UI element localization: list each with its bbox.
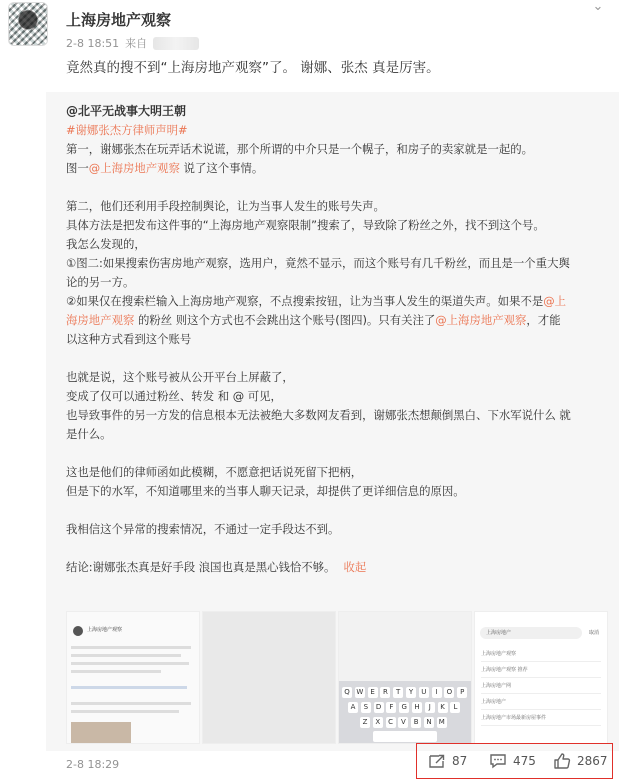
reposted-card [46,92,619,751]
key-y: Y [406,687,416,698]
action-bar [416,743,613,779]
image-grid [66,611,608,744]
repost-paragraph-1: 第一，谢娜张杰在玩弄话术说谎，那个所谓的中介只是一个幌子，和房子的卖家就是一起的。 [66,142,534,156]
key-z: Z [360,717,370,728]
key-i: I [432,687,442,698]
key-l: L [450,702,460,713]
key-q: Q [342,687,352,698]
repost-paragraph-3: 第二，他们还利用手段控制舆论，让为当事人发生的账号失声。 [66,199,385,213]
key-h: H [412,702,422,713]
repost-paragraph-10b: 是什么。 [66,427,112,441]
thumb-search-box: 上海房地产 [480,627,582,639]
hashtag-link[interactable]: #谢娜张杰方律师声明# [66,123,188,137]
comment-count: 475 [513,754,536,768]
post-time[interactable]: 2-8 18:51 [66,36,120,50]
comment-icon [489,753,507,769]
key-u: U [419,687,429,698]
author-avatar[interactable] [8,2,48,46]
key-j: J [425,702,435,713]
repost-paragraph-12: 但是下的水军，不知道哪里来的当事人聊天记录，却提供了更详细信息的原因。 [66,484,465,498]
key-t: T [393,687,403,698]
thumbnail-2[interactable] [202,611,336,744]
author-name[interactable]: 上海房地产观察 [66,11,172,29]
key-space [373,731,437,742]
key-m: M [438,718,445,726]
thumb-row: 上海房地产观察 推荐 [481,662,601,678]
mention-link-3[interactable]: @上海房地产观察 [435,313,527,327]
thumbnail-3[interactable] [338,611,472,744]
repost-paragraph-9: 变成了仅可以通过粉丝、转发 和 @ 可见， [66,389,282,403]
thumbnail-1[interactable]: 上海房地产观察 [66,611,200,744]
key-g: G [399,702,409,713]
repost-paragraph-11: 这也是他们的律师函如此模糊，不愿意把话说死留下把柄， [66,465,363,479]
repost-paragraph-14: 结论:谢娜张杰真是好手段 浪国也真是黑心钱恰不够。 收起 [66,560,367,574]
key-v: V [398,717,408,728]
key-k: K [438,702,448,713]
repost-paragraph-7c: 以这种方式看到这个账号 [66,332,192,346]
repost-paragraph-6b: 论的另一方。 [66,275,135,289]
key-o: O [444,687,454,698]
mention-link-2a[interactable]: @上 [543,294,567,308]
key-b: B [411,717,421,728]
mention-link-1[interactable]: @上海房地产观察 [88,161,180,175]
key-a: A [348,702,358,713]
repost-time[interactable]: 2-8 18:29 [66,758,120,771]
comment-button[interactable] [489,753,536,769]
post-source-prefix: 来自 [125,37,148,50]
repost-paragraph-5: 我怎么发现的， [66,237,146,251]
keyboard [339,681,471,743]
key-s: S [361,702,371,713]
repost-paragraph-4: 具体方法是把发布这件事的“上海房地产观察限制”搜索了，导致除了粉丝之外，找不到这个号。 [66,218,545,232]
original-author-link[interactable]: @北平无战事大明王朝 [66,104,187,118]
post-text: 竟然真的搜不到“上海房地产观察”了。 谢娜、张杰 真是厉害。 [66,60,440,76]
key-f: F [386,702,396,713]
thumb-row: 上海房地产市场最新房屋事件 [481,710,601,726]
key-x: X [373,717,383,728]
key-n: N [424,717,434,728]
key-e: E [368,687,378,698]
like-count: 2867 [577,754,608,768]
thumbnail-4[interactable]: 上海房地产 取消 上海房地产观察 上海房地产观察 推荐 上海房地产网 上海房地产 上海房地产市场最新房屋事件 [474,611,608,744]
key-d: D [374,702,384,713]
repost-paragraph-7b: 海房地产观察 的粉丝 则这个方式也不会跳出这个账号(图四)。只有关注了@上海房地产观察，才能 [66,313,561,327]
key-r: R [380,687,390,698]
post-meta [66,35,199,51]
thumb-row: 上海房地产网 [481,678,601,694]
repost-paragraph-6a: ①图二:如果搜索伤害房地产观察，选用户，竟然不显示，而这个账号有几千粉丝，而且是一个重大舆 [66,256,570,270]
key-w: W [356,688,364,696]
share-icon [428,753,446,769]
repost-paragraph-8: 也就是说，这个账号被从公开平台上屏蔽了， [66,370,294,384]
repost-paragraph-7a: ②如果仅在搜索栏输入上海房地产观察，不点搜索按钮，让为当事人发生的渠道失声。如果不是@上 [66,294,567,308]
repost-paragraph-13: 我相信这个异常的搜索情况，不通过一定手段达不到。 [66,522,340,536]
chevron-down-icon[interactable]: ⌄ [592,0,604,14]
key-p: P [457,687,467,698]
repost-count: 87 [452,754,468,768]
thumb-row: 上海房地产 [481,694,601,710]
repost-paragraph-2: 图一@上海房地产观察 说了这个事情。 [66,161,264,175]
repost-paragraph-10a: 也导致事件的另一方发的信息根本无法被绝大多数网友看到，谢娜张杰想颠倒黑白、下水军说什么 就 [66,408,571,422]
mention-link-2b[interactable]: 海房地产观察 [66,313,135,327]
thumb-row: 上海房地产观察 [481,646,601,662]
blurred-source [153,37,199,50]
repost-button[interactable] [428,753,467,769]
collapse-link[interactable]: 收起 [343,560,367,574]
thumbs-up-icon [553,753,571,769]
key-c: C [386,717,396,728]
like-button[interactable] [553,753,608,769]
